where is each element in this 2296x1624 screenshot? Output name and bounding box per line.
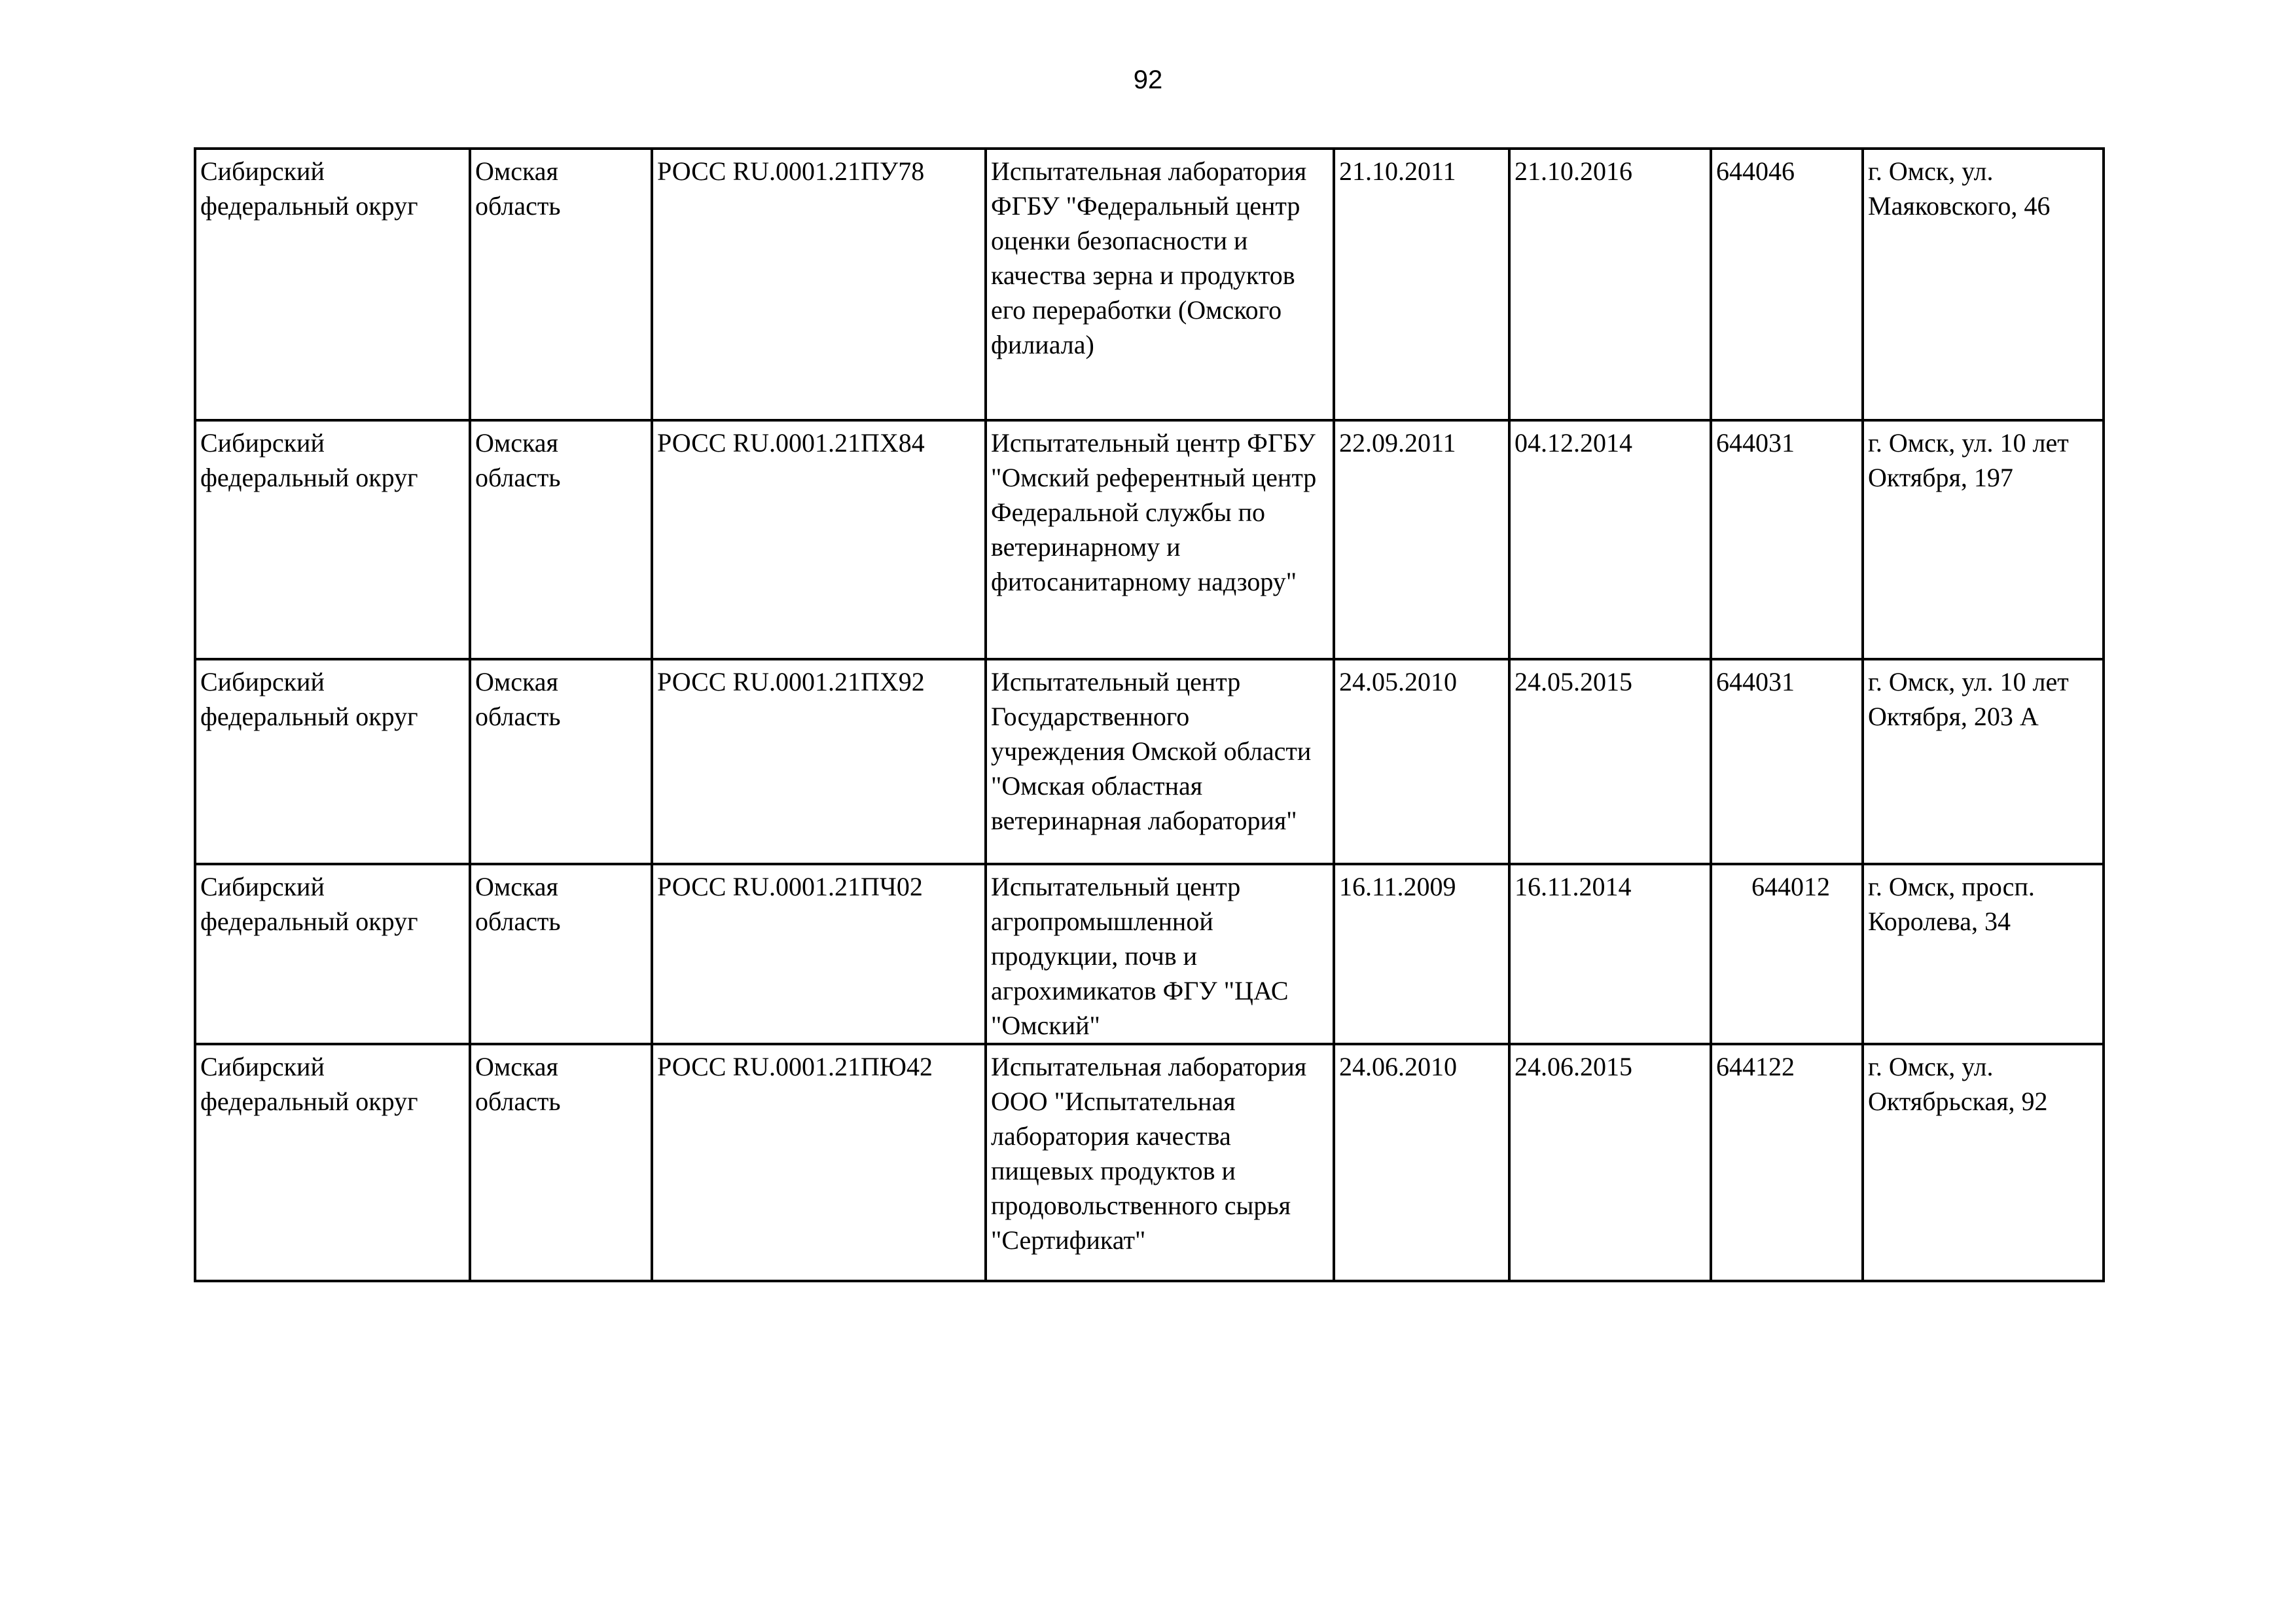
- organization-cell: Испытательный центр ФГБУ "Омский референтный центр Федеральной службы по ветеринарному и фитосанитарному надзору": [986, 420, 1334, 659]
- postal-code-cell: 644046: [1711, 149, 1863, 420]
- postal-code-cell: 644031: [1711, 659, 1863, 864]
- date-to-cell: 16.11.2014: [1509, 864, 1711, 1044]
- table-row: [195, 1044, 2104, 1281]
- date-to-cell: 04.12.2014: [1509, 420, 1711, 659]
- certificate-cell: РОСС RU.0001.21ПХ92: [652, 659, 986, 864]
- date-to-cell: 21.10.2016: [1509, 149, 1711, 420]
- organization-cell: Испытательный центр агропромышленной продукции, почв и агрохимикатов ФГУ "ЦАС "Омский": [986, 864, 1334, 1044]
- organization-cell: Испытательный центр Государственного учреждения Омской области "Омская областная ветеринарная лаборатория": [986, 659, 1334, 864]
- registry-table: [194, 147, 2105, 1282]
- district-cell: Сибирский федеральный округ: [195, 420, 470, 659]
- organization-cell: Испытательная лаборатория ООО "Испытательная лаборатория качества пищевых продуктов и продовольственного сырья "Сертификат": [986, 1044, 1334, 1281]
- table-row: [195, 149, 2104, 420]
- certificate-cell: РОСС RU.0001.21ПХ84: [652, 420, 986, 659]
- page-number: 92: [1133, 65, 1163, 94]
- date-to-cell: 24.06.2015: [1509, 1044, 1711, 1281]
- table-row: [195, 659, 2104, 864]
- region-cell: Омская область: [470, 420, 652, 659]
- region-cell: Омская область: [470, 864, 652, 1044]
- date-from-cell: 22.09.2011: [1334, 420, 1509, 659]
- table-row: [195, 420, 2104, 659]
- postal-code-cell: 644122: [1711, 1044, 1863, 1281]
- address-cell: г. Омск, ул. 10 лет Октября, 197: [1863, 420, 2104, 659]
- region-cell: Омская область: [470, 659, 652, 864]
- certificate-cell: РОСС RU.0001.21ПЮ42: [652, 1044, 986, 1281]
- date-from-cell: 21.10.2011: [1334, 149, 1509, 420]
- address-cell: г. Омск, ул. Октябрьская, 92: [1863, 1044, 2104, 1281]
- district-cell: Сибирский федеральный округ: [195, 659, 470, 864]
- district-cell: Сибирский федеральный округ: [195, 864, 470, 1044]
- certificate-cell: РОСС RU.0001.21ПЧ02: [652, 864, 986, 1044]
- postal-code-cell: 644031: [1711, 420, 1863, 659]
- date-from-cell: 24.06.2010: [1334, 1044, 1509, 1281]
- address-cell: г. Омск, ул. 10 лет Октября, 203 А: [1863, 659, 2104, 864]
- date-from-cell: 16.11.2009: [1334, 864, 1509, 1044]
- organization-cell: Испытательная лаборатория ФГБУ "Федеральный центр оценки безопасности и качества зерна и продуктов его переработки (Омского филиала): [986, 149, 1334, 420]
- region-cell: Омская область: [470, 149, 652, 420]
- date-from-cell: 24.05.2010: [1334, 659, 1509, 864]
- district-cell: Сибирский федеральный округ: [195, 1044, 470, 1281]
- district-cell: Сибирский федеральный округ: [195, 149, 470, 420]
- table-row: [195, 864, 2104, 1044]
- address-cell: г. Омск, просп. Королева, 34: [1863, 864, 2104, 1044]
- certificate-cell: РОСС RU.0001.21ПУ78: [652, 149, 986, 420]
- date-to-cell: 24.05.2015: [1509, 659, 1711, 864]
- postal-code-cell: 644012: [1711, 864, 1863, 1044]
- address-cell: г. Омск, ул. Маяковского, 46: [1863, 149, 2104, 420]
- region-cell: Омская область: [470, 1044, 652, 1281]
